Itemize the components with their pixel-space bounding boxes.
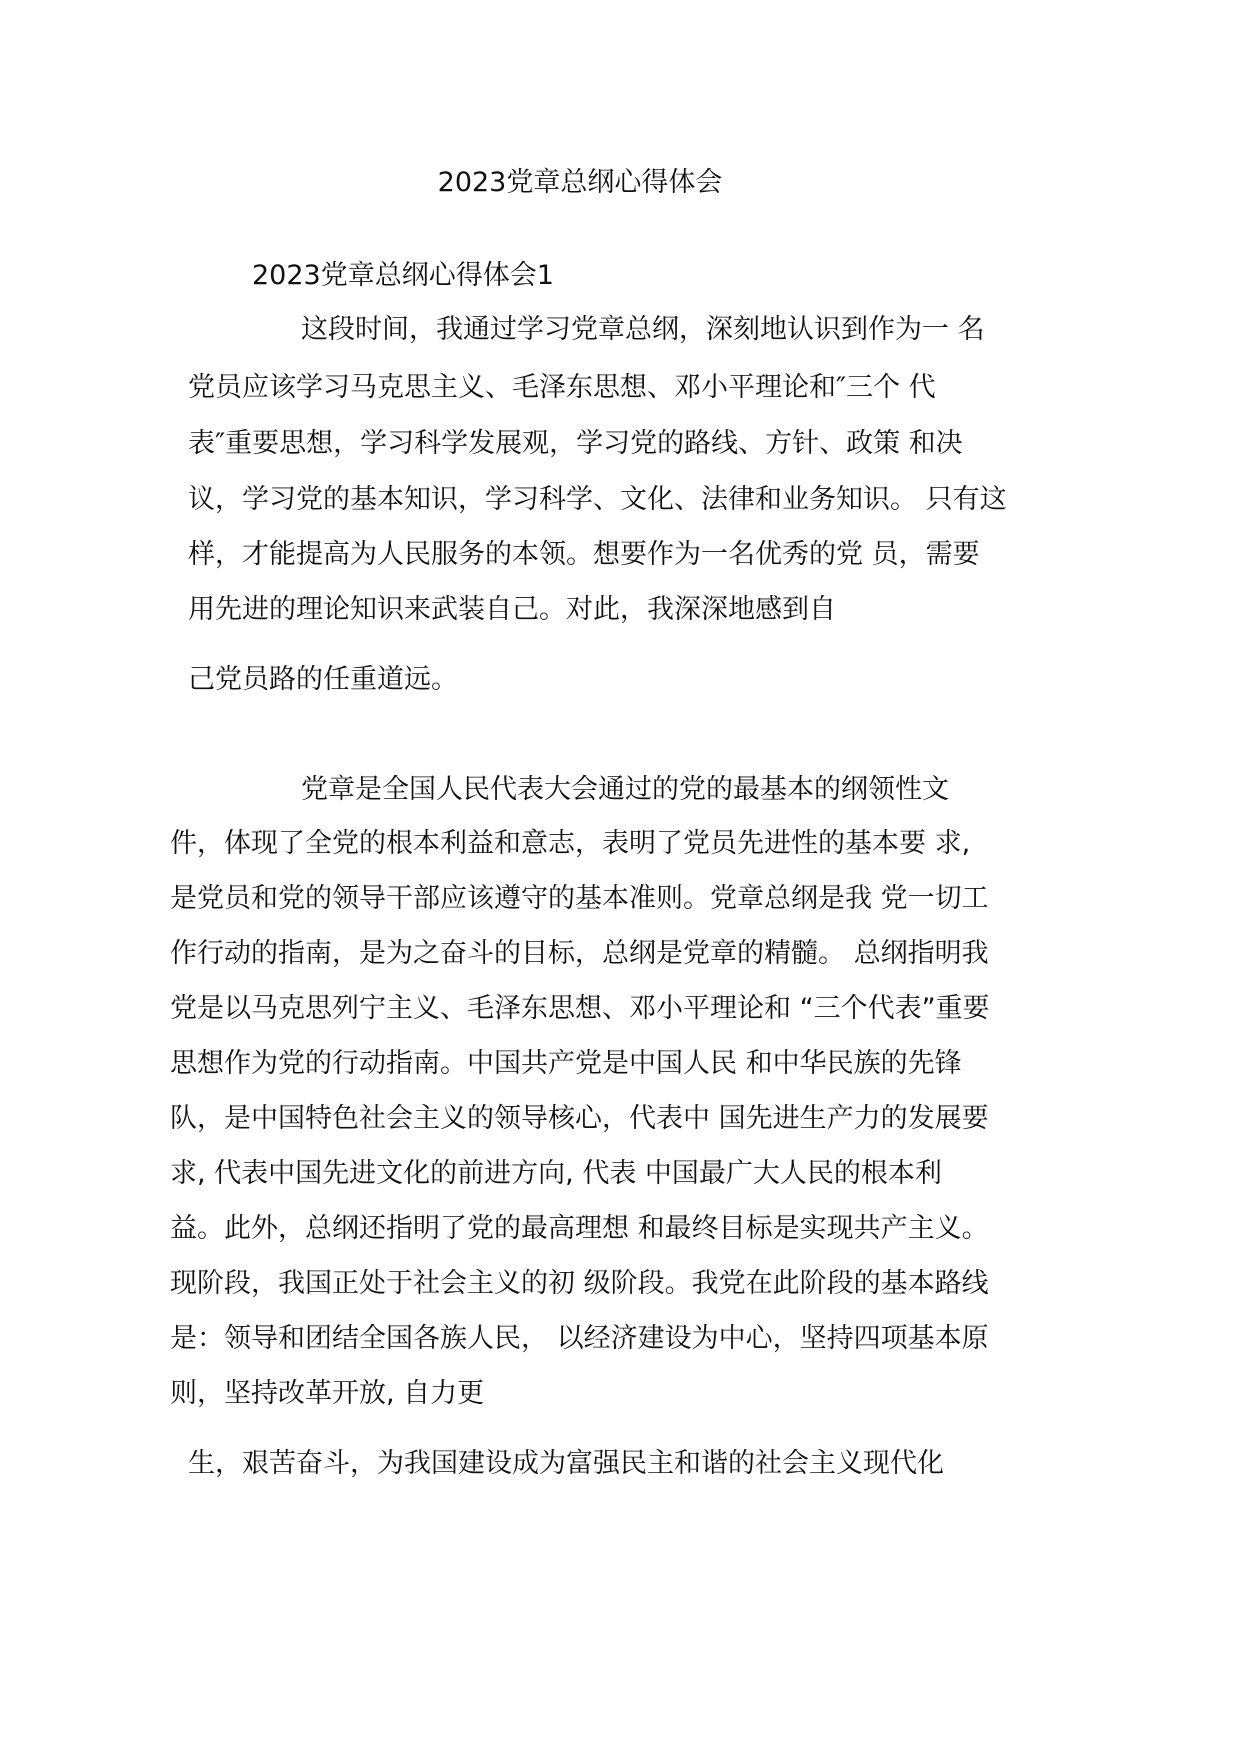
paragraph-2-line: 求, 代表中国先进文化的前进方向, 代表 中国最广大人民的根本利 [170,1158,942,1189]
paragraph-2-line: 件，体现了全党的根本利益和意志，表明了党员先进性的基本要 求, [170,828,971,859]
paragraph-2-line: 则，坚持改革开放, 自力更 [170,1378,485,1409]
paragraph-2-line: 益。此外，总纲还指明了党的最高理想 和最终目标是实现共产主义。 [170,1213,989,1244]
paragraph-2-line: 队，是中国特色社会主义的领导核心，代表中 国先进生产力的发展要 [170,1103,989,1134]
paragraph-1-line: 样，才能提高为人民服务的本领。想要作为一名优秀的党 员，需要 [188,539,980,570]
paragraph-2-line: 是：领导和团结全国各族人民， 以经济建设为中心，坚持四项基本原 [170,1323,989,1354]
paragraph-1-line: 表″重要思想，学习科学发展观，学习党的路线、方针、政策 和决 [188,428,963,459]
paragraph-2-line: 作行动的指南，是为之奋斗的目标，总纲是党章的精髓。 总纲指明我 [170,938,989,969]
paragraph-2-line: 是党员和党的领导干部应该遵守的基本准则。党章总纲是我 党一切工 [170,883,989,914]
paragraph-1-line: 议，学习党的基本知识，学习科学、文化、法律和业务知识。 只有这 [188,484,1007,515]
paragraph-2-line: 党是以马克思列宁主义、毛泽东思想、邓小平理论和 “三个代表”重要 [170,993,990,1024]
paragraph-2-line: 思想作为党的行动指南。中国共产党是中国人民 和中华民族的先锋 [170,1048,962,1079]
paragraph-1-line: 党员应该学习马克思主义、毛泽东思想、邓小平理论和″三个 代 [188,372,936,403]
document-title: 2023党章总纲心得体会 [437,167,723,198]
section-title: 2023党章总纲心得体会1 [252,260,554,291]
paragraph-2-line: 现阶段，我国正处于社会主义的初 级阶段。我党在此阶段的基本路线 [170,1268,989,1299]
paragraph-1-line: 用先进的理论知识来武装自己。对此，我深深地感到自 [188,594,836,625]
paragraph-1-line: 这段时间，我通过学习党章总纲，深刻地认识到作为一 名 [301,314,985,345]
paragraph-2-line: 党章是全国人民代表大会通过的党的最基本的纲领性文 [301,774,949,805]
paragraph-1-line: 己党员路的任重道远。 [188,664,458,695]
paragraph-2-line: 生，艰苦奋斗，为我国建设成为富强民主和谐的社会主义现代化 [188,1448,944,1479]
